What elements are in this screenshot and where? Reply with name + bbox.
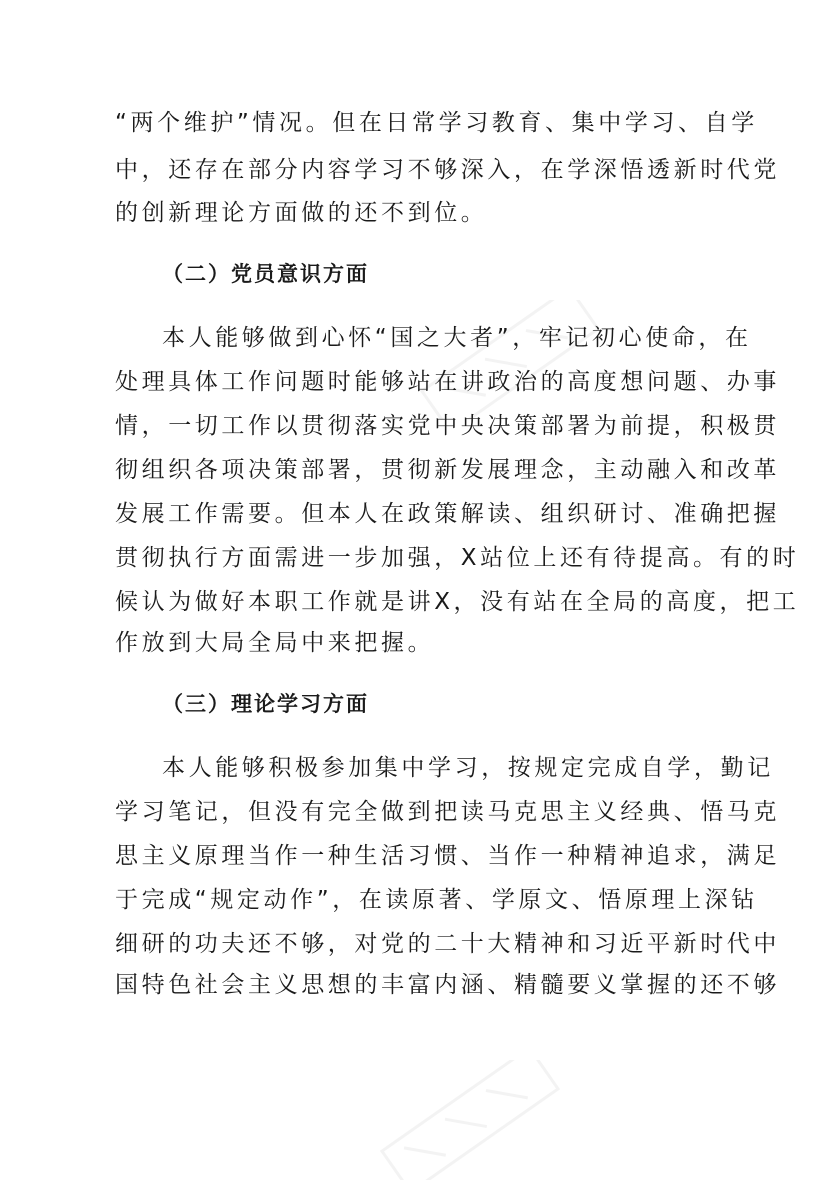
watermark-graphic bbox=[400, 300, 620, 420]
body-text-line: 发展工作需要。但本人在政策解读、组织研讨、准确把握 bbox=[115, 501, 780, 527]
body-text-line: 本人能够积极参加集中学习，按规定完成自学，勤记 bbox=[162, 755, 774, 781]
watermark-graphic bbox=[360, 1060, 580, 1180]
body-text-line: 贯彻执行方面需进一步加强，X站位上还有待提高。有的时 bbox=[115, 545, 800, 571]
body-text-line: 情，一切工作以贯彻落实党中央决策部署为前提，积极贯 bbox=[115, 413, 780, 439]
body-text-line: 彻组织各项决策部署，贯彻新发展理念，主动融入和改革 bbox=[115, 457, 780, 483]
body-text-line: “两个维护”情况。但在日常学习教育、集中学习、自学 bbox=[115, 110, 758, 136]
body-text-line: 候认为做好本职工作就是讲X，没有站在全局的高度，把工 bbox=[115, 589, 800, 615]
body-text-line: 本人能够做到心怀“国之大者”，牢记初心使命，在 bbox=[162, 325, 752, 351]
body-text-line: 作放到大局全局中来把握。 bbox=[115, 630, 435, 656]
body-text-line: 的创新理论方面做的还不到位。 bbox=[115, 200, 488, 226]
body-text-line: 思主义原理当作一种生活习惯、当作一种精神追求，满足 bbox=[115, 843, 780, 869]
section-heading: （三）理论学习方面 bbox=[162, 692, 369, 716]
body-text-line: 学习笔记，但没有完全做到把读马克思主义经典、悟马克 bbox=[115, 799, 780, 825]
body-text-line: 国特色社会主义思想的丰富内涵、精髓要义掌握的还不够 bbox=[115, 972, 780, 998]
body-text-line: 中，还存在部分内容学习不够深入，在学深悟透新时代党 bbox=[115, 157, 780, 183]
body-text-line: 细研的功夫还不够，对党的二十大精神和习近平新时代中 bbox=[115, 931, 780, 957]
body-text-line: 于完成“规定动作”，在读原著、学原文、悟原理上深钻 bbox=[115, 887, 758, 913]
section-heading: （二）党员意识方面 bbox=[162, 262, 369, 286]
body-text-line: 处理具体工作问题时能够站在讲政治的高度想问题、办事 bbox=[115, 369, 780, 395]
